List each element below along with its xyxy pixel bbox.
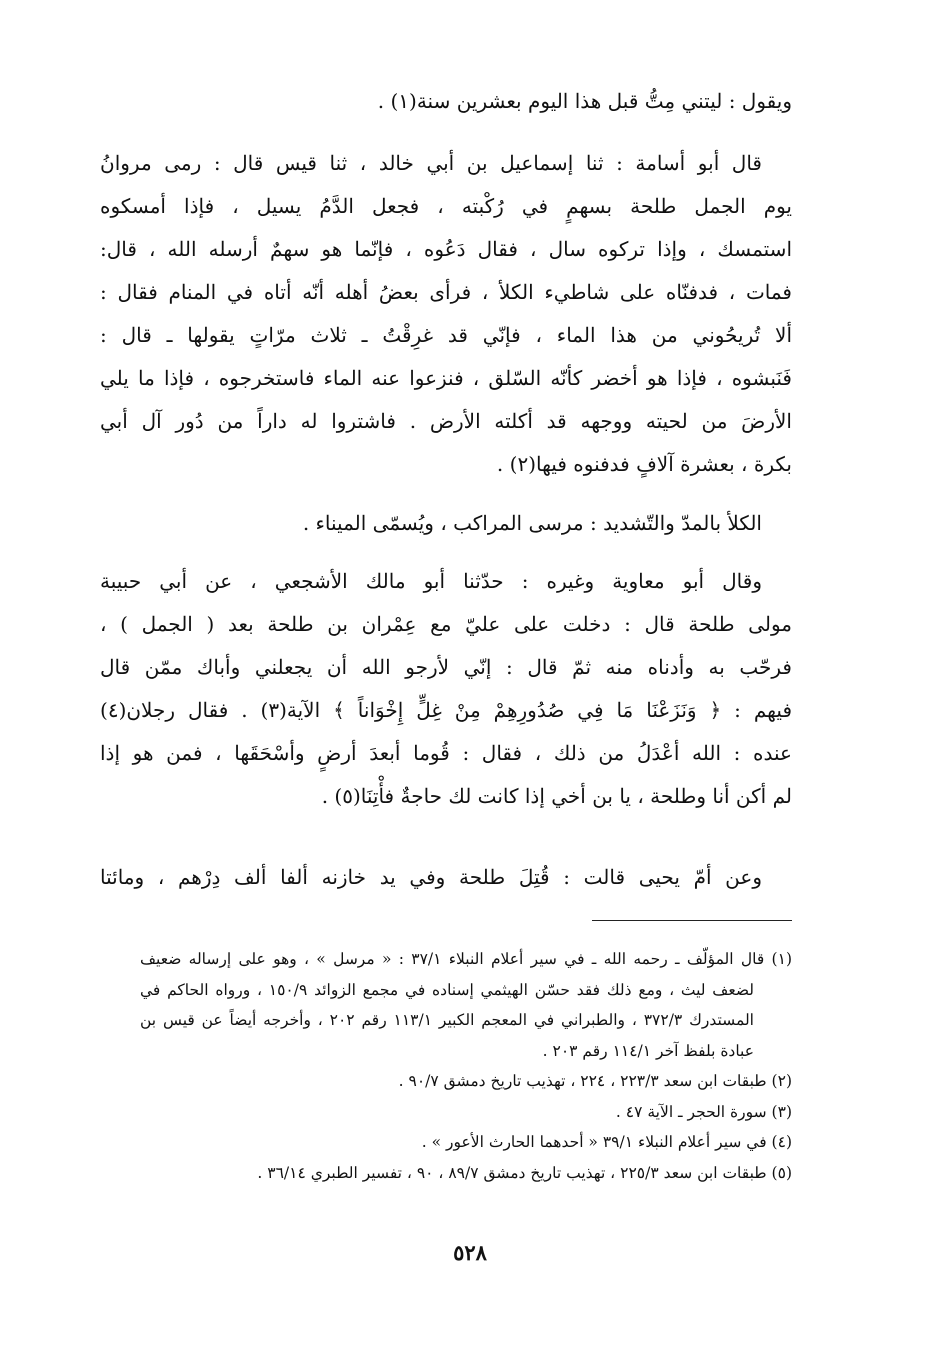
paragraph-2 [100,142,792,486]
footnote-line: (٥) طبقات ابن سعد ٢٢٥/٣ ، تهذيب تاريخ دمشق ٨٩/٧ ، ٩٠ ، تفسير الطبري ٣٦/١٤ . [257,1163,792,1182]
footnote-line: لضعف ليث ، ومع ذلك فقد حسّن الهيثمي إسناده في مجمع الزوائد ١٥٠/٩ ، ورواه الحاكم في [140,980,754,999]
text-line: استمسك ، وإذا تركوه سال ، فقال دَعُوه ، فإنّما هو سهمٌ أرسله الله ، قال: [100,237,793,261]
footnote-1 [140,944,792,1066]
footnote-3 [140,1097,792,1128]
text-line: عنده : الله أعْدَلُ من ذلك ، فقال : قُوما أبعدَ أرضٍ وأسْحَقَها ، فمن هو إذا [100,741,792,765]
text-line: قال أبو أسامة : ثنا إسماعيل بن أبي خالد ، ثنا قيس قال : رمى مروانُ [100,151,762,175]
text-line: الكلأ بالمدّ والتّشديد : مرسى المراكب ، ويُسمّى الميناء . [302,511,762,535]
footnote-line: عبادة بلفظ آخر ١١٤/١ رقم ٢٠٣ . [542,1041,754,1060]
paragraph-3 [100,502,792,545]
text-line: بكرة ، بعشرة آلافٍ فدفنوه فيها(٢) . [496,452,792,476]
footnote-divider [592,920,792,921]
footnote-2 [140,1066,792,1097]
text-line: فمات ، فدفنّاه على شاطيء الكلأ ، فرأى بعضُ أهله أنّه أتاه في المنام فقال : [100,280,792,304]
text-line: ويقول : ليتني مِتُّ قبل هذا اليوم بعشرين سنة(١) . [377,89,792,113]
text-line: الأرضَ من لحيته ووجهه قد أكلته الأرض . فاشتروا له داراً من دُور آل أبي [100,409,792,433]
footnote-5 [140,1158,792,1189]
paragraph-4 [100,560,792,818]
footnote-line: المستدرك ٣٧٢/٣ ، والطبراني في المعجم الكبير ١١٣/١ رقم ٢٠٢ ، وأخرجه أيضاً عن قيس بن [140,1011,754,1029]
footnote-line: (١) قال المؤلّف ـ رحمه الله ـ في سير أعلام النبلاء ٣٧/١ : « مرسل » ، وهو على إرساله ضعيف [140,950,792,968]
text-line: وقال أبو معاوية وغيره : حدّثنا أبو مالك الأشجعي ، عن أبي حبيبة [100,569,762,593]
text-line: وعن أمّ يحيى قالت : قُتِلَ طلحة وفي يد خازنه ألفا ألف دِرْهم ، ومائتا [100,865,762,889]
footnote-line: (٣) سورة الحجر ـ الآية ٤٧ . [615,1102,792,1121]
text-line: فرحّب به وأدناه منه ثمّ قال : إنّي لأرجو الله أن يجعلني وأباك ممّن قال [100,655,792,679]
text-line: مولى طلحة قال : دخلت على عليّ مع عِمْران بن طلحة بعد ( الجمل ) ، [100,612,792,636]
footnote-4 [140,1127,792,1158]
footnote-line: (٢) طبقات ابن سعد ٢٢٣/٣ ، ٢٢٤ ، تهذيب تاريخ دمشق ٩٠/٧ . [398,1072,792,1090]
paragraph-5 [100,856,792,899]
footnotes [140,944,792,1188]
page-number: ٥٢٨ [453,1240,487,1265]
paragraph-1 [100,80,792,123]
footnote-line: (٤) في سير أعلام النبلاء ٣٩/١ « أحدهما الحارث الأعور » . [421,1133,792,1151]
text-line: يوم الجمل طلحة بسهمٍ في رُكْبته ، فجعل الدَّمُ يسيل ، فإذا أمسكوه [100,194,792,218]
text-line: فَنَبشوه ، فإذا هو أخضر كأنّه السّلق ، فنزعوا عنه الماء فاستخرجوه ، فإذا ما يلي [100,366,792,390]
text-line: فيهم : ﴿ وَنَزَعْنَا مَا فِي صُدُورِهِمْ مِنْ غِلٍّ إِخْوَاناً ﴾ الآية(٣) . فقال رجلان(٤) [100,698,792,722]
text-line: ألا تُريحُوني من هذا الماء ، فإنّي قد غرِقْتُ ـ ثلاث مرّاتٍ يقولها ـ قال : [100,323,792,347]
text-line: لم أكن أنا وطلحة ، يا بن أخي إذا كانت لك حاجةٌ فأْتِنَا(٥) . [321,784,792,808]
